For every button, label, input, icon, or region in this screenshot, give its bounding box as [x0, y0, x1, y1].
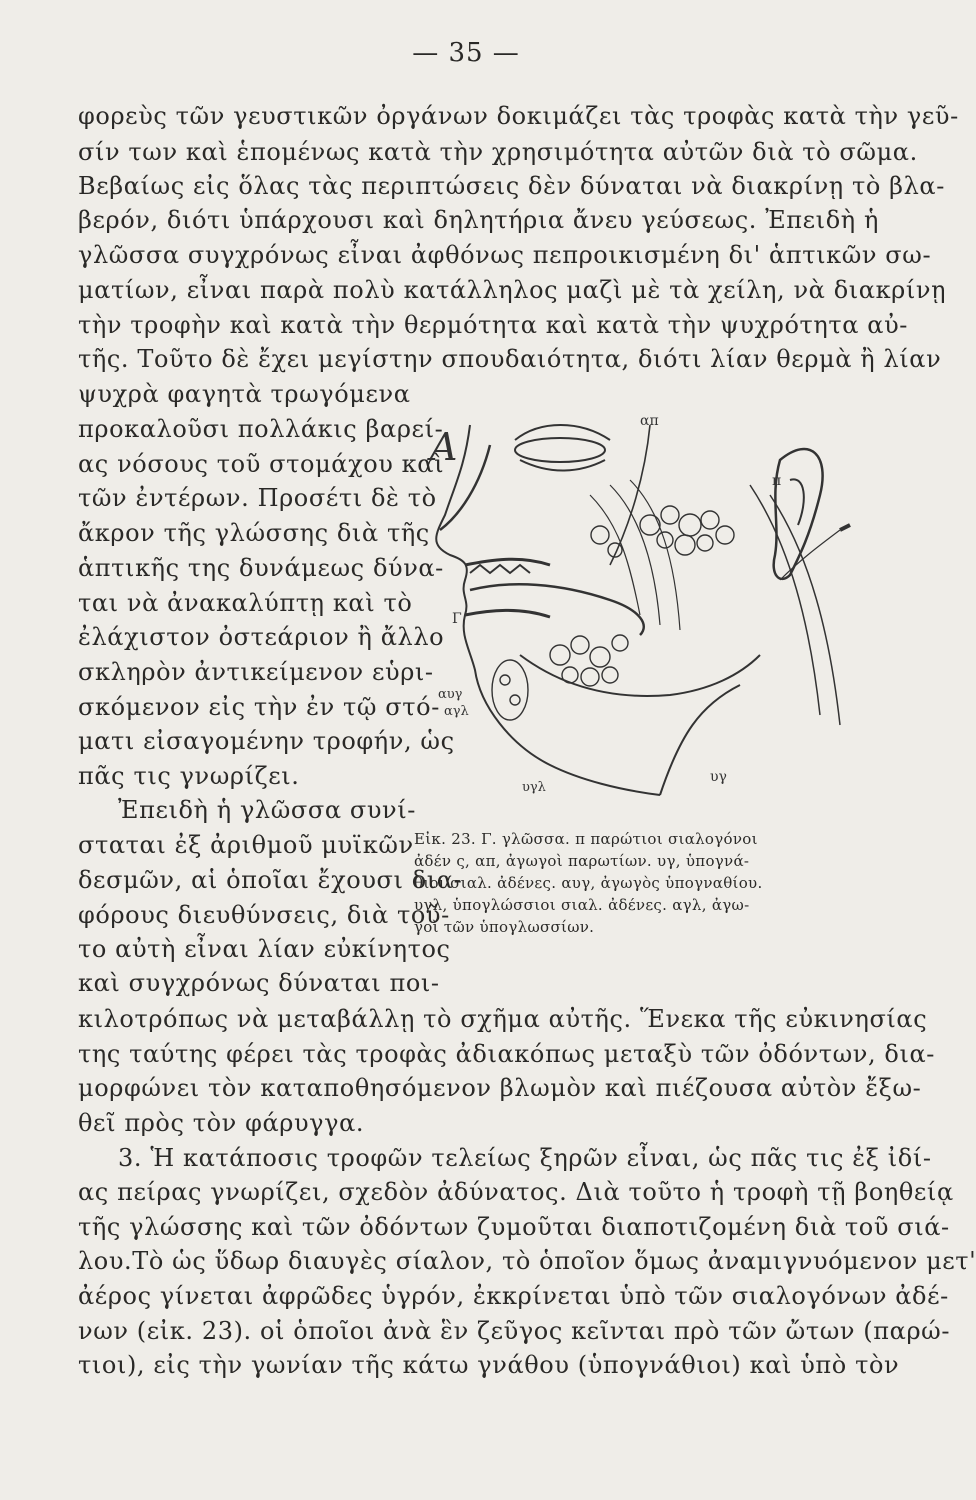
text-line: ματίων, εἶναι παρὰ πολὺ κατάλληλος μαζὶ μὲ τὰ χείλη, νὰ διακρίνῃ: [78, 276, 947, 304]
text-line: λου.Τὸ ὡς ὕδωρ διαυγὲς σίαλον, τὸ ὁποῖον ὅμως ἀναμιγνυόμενον μετ': [78, 1247, 976, 1275]
text-line: ματι εἰσαγομένην τροφήν, ὡς: [78, 727, 455, 755]
neck: [660, 685, 740, 795]
text-line: σταται ἐξ ἀριθμοῦ μυϊκῶν: [78, 831, 414, 859]
text-line: 3. Ἡ κατάποσις τροφῶν τελείως ξηρῶν εἶναι, ὡς πᾶς τις ἐξ ἰδί-: [118, 1144, 932, 1172]
figure-label-G: Γ: [452, 611, 462, 627]
figure-label-p: π: [772, 473, 782, 489]
text-line: ἀέρος γίνεται ἀφρῶδες ὑγρόν, ἐκκρίνεται ὑπὸ τῶν σιαλογόνων ἀδέ-: [78, 1282, 949, 1310]
text-line: ἄκρον τῆς γλώσσης διὰ τῆς: [78, 519, 430, 547]
text-line: δεσμῶν, αἱ ὁποῖαι ἔχουσι δια-: [78, 866, 463, 894]
figure-label-A: A: [430, 425, 458, 469]
text-line: της ταύτης φέρει τὰς τροφὰς ἀδιακόπως μεταξὺ τῶν ὀδόντων, δια-: [78, 1040, 935, 1068]
caption-line: γοὶ τῶν ὑπογλωσσίων.: [414, 918, 595, 936]
text-line: Βεβαίως εἰς ὅλας τὰς περιπτώσεις δὲν δύναται νὰ διακρίνῃ τὸ βλα-: [78, 172, 945, 200]
upper-lip: [465, 559, 550, 565]
text-line: μορφώνει τὸν καταποθησόμενον βλωμὸν καὶ πιέζουσα αὐτὸν ἔξω-: [78, 1074, 922, 1102]
label-line: [780, 530, 840, 580]
text-line: ψυχρὰ φαγητὰ τρωγόμενα: [78, 380, 411, 408]
text-line: τὴν τροφὴν καὶ κατὰ τὴν θερμότητα καὶ κατὰ τὴν ψυχρότητα αὐ-: [78, 311, 908, 339]
caption-line: υγλ, ὑπογλώσσιοι σιαλ. ἀδένες. αγλ, ἀγω-: [414, 896, 750, 914]
text-line: προκαλοῦσι πολλάκις βαρεί-: [78, 415, 444, 443]
anatomy-figure: [410, 385, 880, 825]
text-line: πᾶς τις γνωρίζει.: [78, 762, 300, 790]
page-number: — 35 —: [412, 38, 520, 68]
sublingual-gland: [492, 660, 528, 720]
text-line: τιοι), εἰς τὴν γωνίαν τῆς κάτω γνάθου (ὑπογνάθιοι) καὶ ὑπὸ τὸν: [78, 1351, 900, 1379]
text-line: σκόμενον εἰς τὴν ἐν τῷ στό-: [78, 693, 440, 721]
caption-line: θιοι σιαλ. ἀδένες. αυγ, ἀγωγὸς ὑπογναθίου.: [414, 874, 763, 892]
face-profile: [436, 425, 660, 795]
text-line: κιλοτρόπως νὰ μεταβάλλῃ τὸ σχῆμα αὐτῆς. Ἕνεκα τῆς εὐκινησίας: [78, 1005, 928, 1033]
text-line: θεῖ πρὸς τὸν φάρυγγα.: [78, 1109, 365, 1137]
figure-label-ygl: υγλ: [522, 780, 546, 795]
text-line: τῆς γλώσσης καὶ τῶν ὀδόντων ζυμοῦται διαποτιζομένη διὰ τοῦ σιά-: [78, 1213, 950, 1241]
eye: [515, 438, 605, 462]
text-line: το αὐτὴ εἶναι λίαν εὐκίνητος: [78, 935, 451, 963]
figure-label-agl: αγλ: [444, 704, 469, 719]
text-line: ἐλάχιστον ὀστεάριον ἢ ἄλλο: [78, 623, 445, 651]
text-line: ται νὰ ἀνακαλύπτῃ καὶ τὸ: [78, 589, 413, 617]
caption-line: ἀδέν ς, απ, ἀγωγοὶ παρωτίων. υγ, ὑπογνά-: [414, 852, 750, 870]
text-line: ας πείρας γνωρίζει, σχεδὸν ἀδύνατος. Διὰ τοῦτο ἡ τροφὴ τῇ βοηθείᾳ: [78, 1178, 954, 1206]
text-line: τῆς. Τοῦτο δὲ ἔχει μεγίστην σπουδαιότητα, διότι λίαν θερμὰ ἢ λίαν: [78, 345, 942, 373]
jaw-line: [520, 655, 760, 696]
text-line: βερόν, διότι ὑπάρχουσι καὶ δηλητήρια ἄνευ γεύσεως. Ἐπειδὴ ἡ: [78, 206, 879, 234]
figure-caption: [414, 828, 894, 938]
lower-lip: [465, 610, 550, 617]
text-line: σκληρὸν ἀντικείμενον εὑρι-: [78, 658, 434, 686]
text-line: φόρους διευθύνσεις, διὰ τοῦ-: [78, 901, 450, 929]
figure-label-ayg: αυγ: [438, 687, 463, 702]
text-line: ας νόσους τοῦ στομάχου καὶ: [78, 450, 445, 478]
text-line: Ἐπειδὴ ἡ γλῶσσα συνί-: [118, 796, 416, 824]
text-line: νων (εἰκ. 23). οἱ ὁποῖοι ἀνὰ ἓν ζεῦγος κεῖνται πρὸ τῶν ὤτων (παρώ-: [78, 1317, 951, 1345]
figure-label-yg: υγ: [710, 769, 727, 785]
text-line: ἁπτικῆς της δυνάμεως δύνα-: [78, 554, 444, 582]
teeth: [470, 565, 530, 573]
text-line: σίν των καὶ ἑπομένως κατὰ τὴν χρησιμότητα αὐτῶν διὰ τὸ σῶμα.: [78, 138, 918, 166]
figure-label-an: απ: [640, 413, 659, 429]
text-line: καὶ συγχρόνως δύναται ποι-: [78, 969, 440, 997]
text-line: φορεὺς τῶν γευστικῶν ὀργάνων δοκιμάζει τὰς τροφὰς κατὰ τὴν γεῦ-: [78, 102, 959, 130]
text-line: γλῶσσα συγχρόνως εἶναι ἀφθόνως πεπροικισμένη δι' ἁπτικῶν σω-: [78, 241, 932, 269]
text-line: τῶν ἐντέρων. Προσέτι δὲ τὸ: [78, 484, 437, 512]
caption-line: Εἰκ. 23. Γ. γλῶσσα. π παρώτιοι σιαλογόνοι: [414, 830, 758, 848]
parotid-gland: [591, 506, 734, 557]
